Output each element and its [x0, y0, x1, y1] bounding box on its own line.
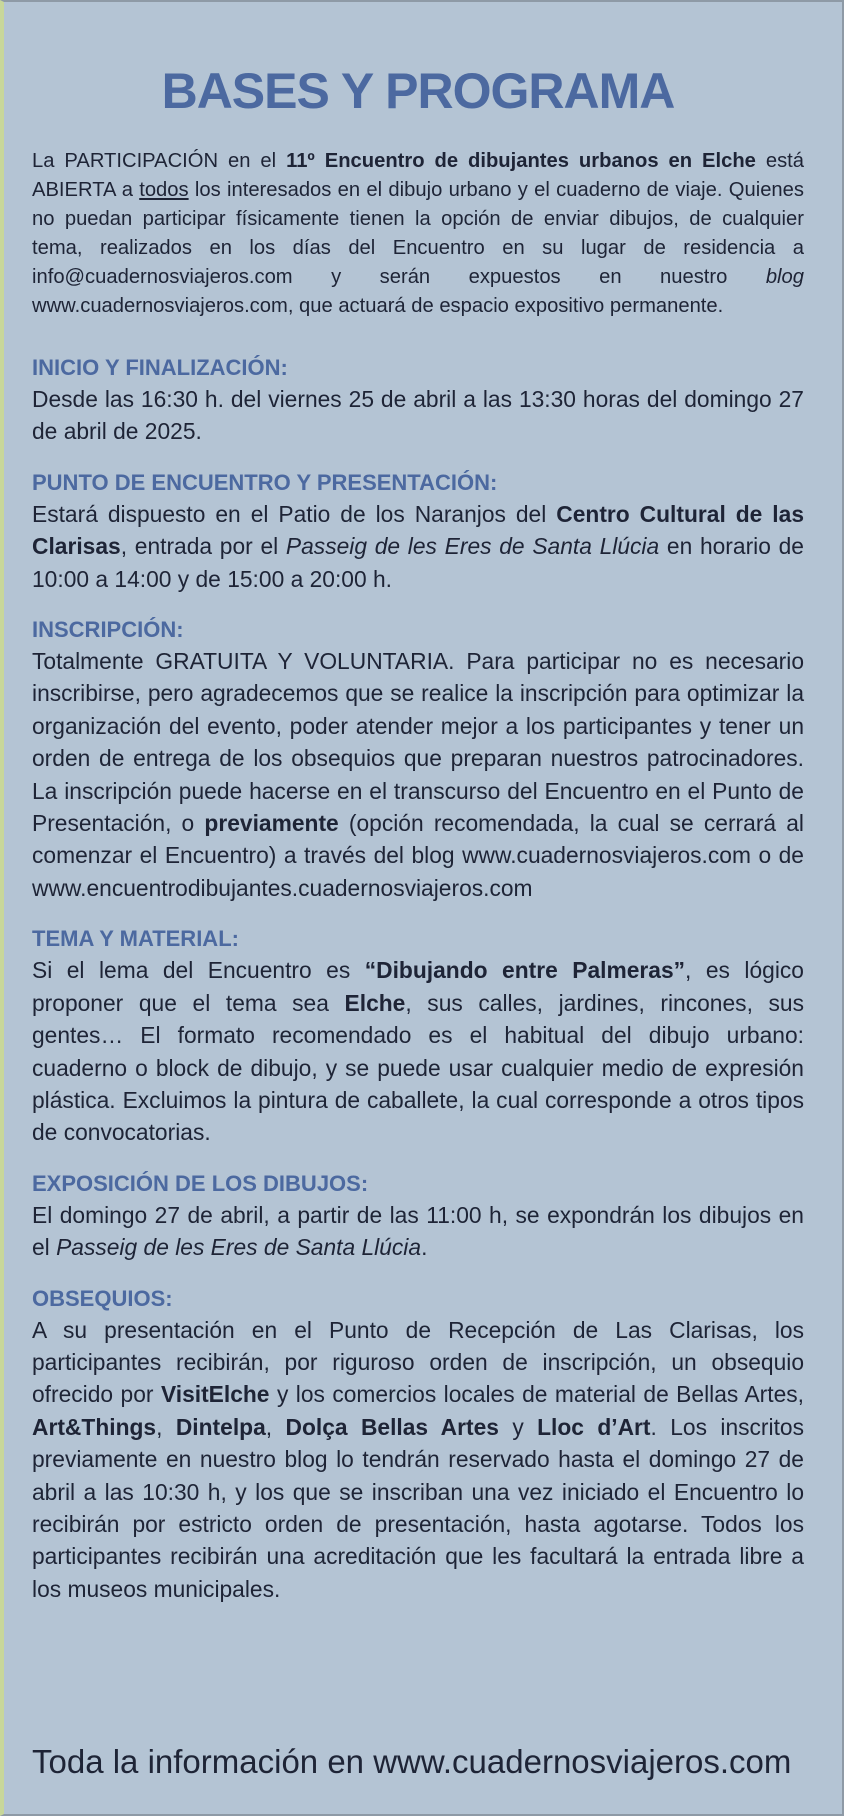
section-text: . Los inscritos previamente en nuestro blog lo tendrán reservado hasta el domingo 27 de abril a las 10:30 h, y los que se inscriban una vez iniciado el Encuentro lo recibirán por estricto orden de presentación, hasta agotarse. Todos los participantes recibirán una acreditación que les facultará la entrada libre a los museos municipales.: [32, 1413, 804, 1602]
section-text: El domingo 27 de abril, a partir de las 11:00 h, se expondrán los dibujos en el: [32, 1201, 804, 1261]
section-body: [32, 645, 804, 904]
intro-text: está ABIERTA a: [32, 150, 804, 201]
intro-text: La PARTICIPACIÓN en el: [32, 150, 287, 172]
section-punto-encuentro: [32, 468, 804, 595]
sponsor-name: VisitElche: [160, 1381, 270, 1408]
footer-info-link: Toda la información en www.cuadernosviajeros.com: [32, 1743, 792, 1780]
section-body: [32, 383, 804, 448]
section-text: , entrada por el: [120, 533, 286, 560]
section-heading: OBSEQUIOS:: [32, 1285, 173, 1311]
document-content: [32, 64, 804, 1625]
section-inscripcion: [32, 615, 804, 904]
section-body: [32, 1199, 804, 1264]
section-bold-text: Centro Cultural de las Clarisas: [32, 500, 804, 560]
section-italic-text: Passeig de les Eres de Santa Llúcia: [285, 533, 660, 560]
section-heading: TEMA Y MATERIAL:: [32, 926, 239, 952]
sponsor-name: Dolça Bellas Artes: [285, 1413, 499, 1440]
section-italic-text: Passeig de les Eres de Santa Llúcia: [56, 1234, 422, 1261]
section-body: [32, 954, 804, 1148]
section-exposicion: [32, 1169, 804, 1264]
section-body: [32, 498, 804, 595]
intro-paragraph: [32, 147, 804, 321]
section-text: Totalmente GRATUITA Y VOLUNTARIA. Para participar no es necesario inscribirse, pero agradecemos que se realice la inscripción para optimizar la organización del evento, poder atender mejor a los participantes y tener un orden de entrega de los obsequios que preparan nuestros patrocinadores. La inscripción puede hacerse en el transcurso del Encuentro en el Punto de Presentación, o: [32, 648, 804, 837]
intro-underlined-word: todos: [139, 179, 189, 201]
intro-italic-word: blog: [765, 266, 804, 288]
section-bold-text: “Dibujando entre Palmeras”: [364, 957, 686, 984]
sponsor-name: Art&Things: [32, 1413, 157, 1440]
section-inicio: [32, 353, 804, 448]
intro-text: www.cuadernosviajeros.com, que actuará de espacio expositivo permanente.: [32, 295, 724, 317]
section-text: , sus calles, jardines, rincones, sus gentes… El formato recomendado es el habitual del dibujo urbano: cuaderno o block de dibujo, y se puede usar cualquier medio de expresión plástica. Excluimos la pintura de caballete, la cual corresponde a otros tipos de convocatorias.: [32, 989, 804, 1146]
section-bold-text: previamente: [204, 810, 339, 837]
section-tema-material: [32, 924, 804, 1148]
sponsor-name: Dintelpa: [175, 1413, 266, 1440]
section-obsequios: [32, 1284, 804, 1606]
section-text: ,: [265, 1413, 286, 1440]
section-text: Si el lema del Encuentro es: [32, 957, 365, 984]
page-title: BASES Y PROGRAMA: [161, 63, 675, 119]
section-text: , es lógico proponer que el tema sea: [32, 957, 804, 1016]
intro-text: los interesados en el dibujo urbano y el cuaderno de viaje. Quienes no puedan participar físicamente tienen la opción de enviar dibujos, de cualquier tema, realizados en los días del Encuentro en su lugar de residencia a info@cuadernosviajeros.com y serán expuestos en nuestro: [32, 179, 804, 288]
section-text: y: [498, 1413, 538, 1440]
section-text: Desde las 16:30 h. del viernes 25 de abril a las 13:30 horas del domingo 27 de abril de 2025.: [32, 386, 804, 445]
section-heading: INICIO Y FINALIZACIÓN:: [32, 355, 288, 380]
sponsor-name: Lloc d’Art: [537, 1413, 651, 1440]
section-text: .: [421, 1234, 428, 1261]
section-text: en horario de 10:00 a 14:00 y de 15:00 a 20:00 h.: [32, 533, 804, 592]
section-heading: INSCRIPCIÓN:: [32, 617, 184, 643]
section-text: (opción recomendada, la cual se cerrará al comenzar el Encuentro) a través del blog www.cuadernosviajeros.com o de www.encuentrodibujantes.cuadernosviajeros.com: [32, 810, 804, 901]
section-text: A su presentación en el Punto de Recepción de Las Clarisas, los participantes recibirán, por riguroso orden de inscripción, un obsequio ofrecido por: [32, 1316, 804, 1408]
section-body: [32, 1314, 804, 1606]
intro-event-name: 11º Encuentro de dibujantes urbanos en Elche: [286, 150, 756, 172]
section-bold-text: Elche: [344, 989, 406, 1016]
section-heading: PUNTO DE ENCUENTRO Y PRESENTACIÓN:: [32, 469, 498, 495]
section-text: ,: [156, 1413, 176, 1440]
section-text: Estará dispuesto en el Patio de los Naranjos del: [32, 500, 557, 527]
section-text: y los comercios locales de material de Bellas Artes,: [269, 1381, 804, 1408]
section-heading: EXPOSICIÓN DE LOS DIBUJOS:: [32, 1170, 369, 1196]
